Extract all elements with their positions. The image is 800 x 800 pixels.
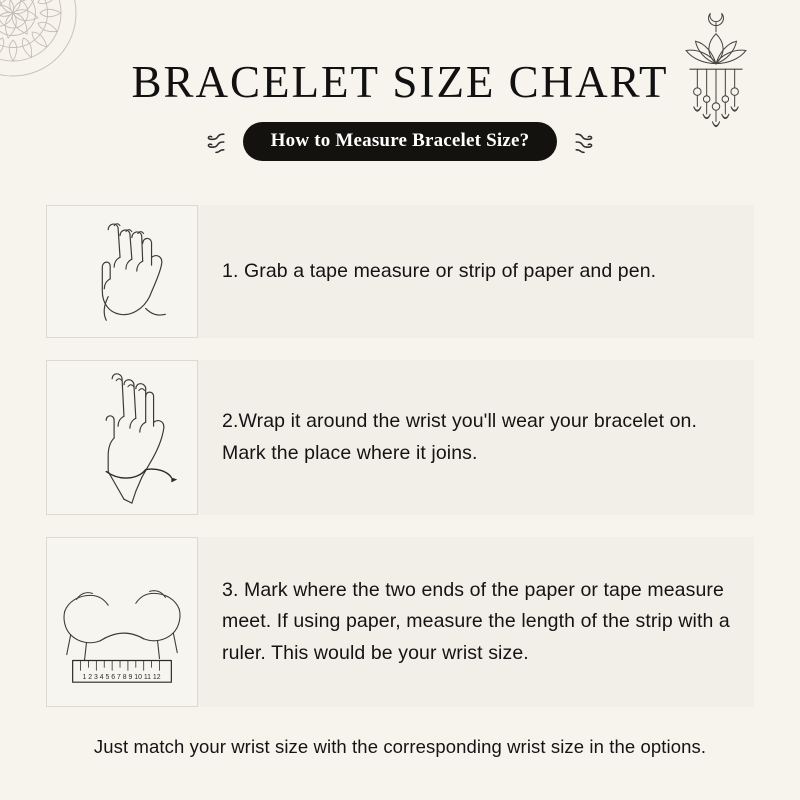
hand-wrist-with-tape-line-drawing-icon — [46, 360, 198, 515]
step-text: 1. Grab a tape measure or strip of paper and pen. — [222, 259, 657, 282]
list-item — [46, 360, 754, 515]
list-item — [46, 537, 754, 707]
swirl-flourish-icon — [203, 129, 229, 155]
footer-note: Just match your wrist size with the corresponding wrist size in the options. — [93, 736, 707, 757]
hand-fist-line-drawing-icon — [46, 205, 198, 338]
steps-list — [0, 205, 800, 729]
swirl-flourish-icon — [571, 129, 597, 155]
list-item — [46, 205, 754, 338]
step-text: 3. Mark where the two ends of the paper or tape measure meet. If using paper, measure the length of the strip with a ruler. This would be your wrist size. — [222, 579, 730, 664]
svg-text:1 2 3 4 5 6 7 8 9 10 11 12: 1 2 3 4 5 6 7 8 9 10 11 12 — [82, 674, 161, 682]
subtitle-row — [0, 122, 800, 161]
subtitle-pill: How to Measure Bracelet Size? — [243, 122, 558, 161]
step-text: 2.Wrap it around the wrist you'll wear your bracelet on. Mark the place where it joins. — [222, 409, 698, 464]
hands-measuring-with-ruler-line-drawing-icon — [46, 537, 198, 707]
page-title: BRACELET SIZE CHART — [131, 57, 669, 107]
